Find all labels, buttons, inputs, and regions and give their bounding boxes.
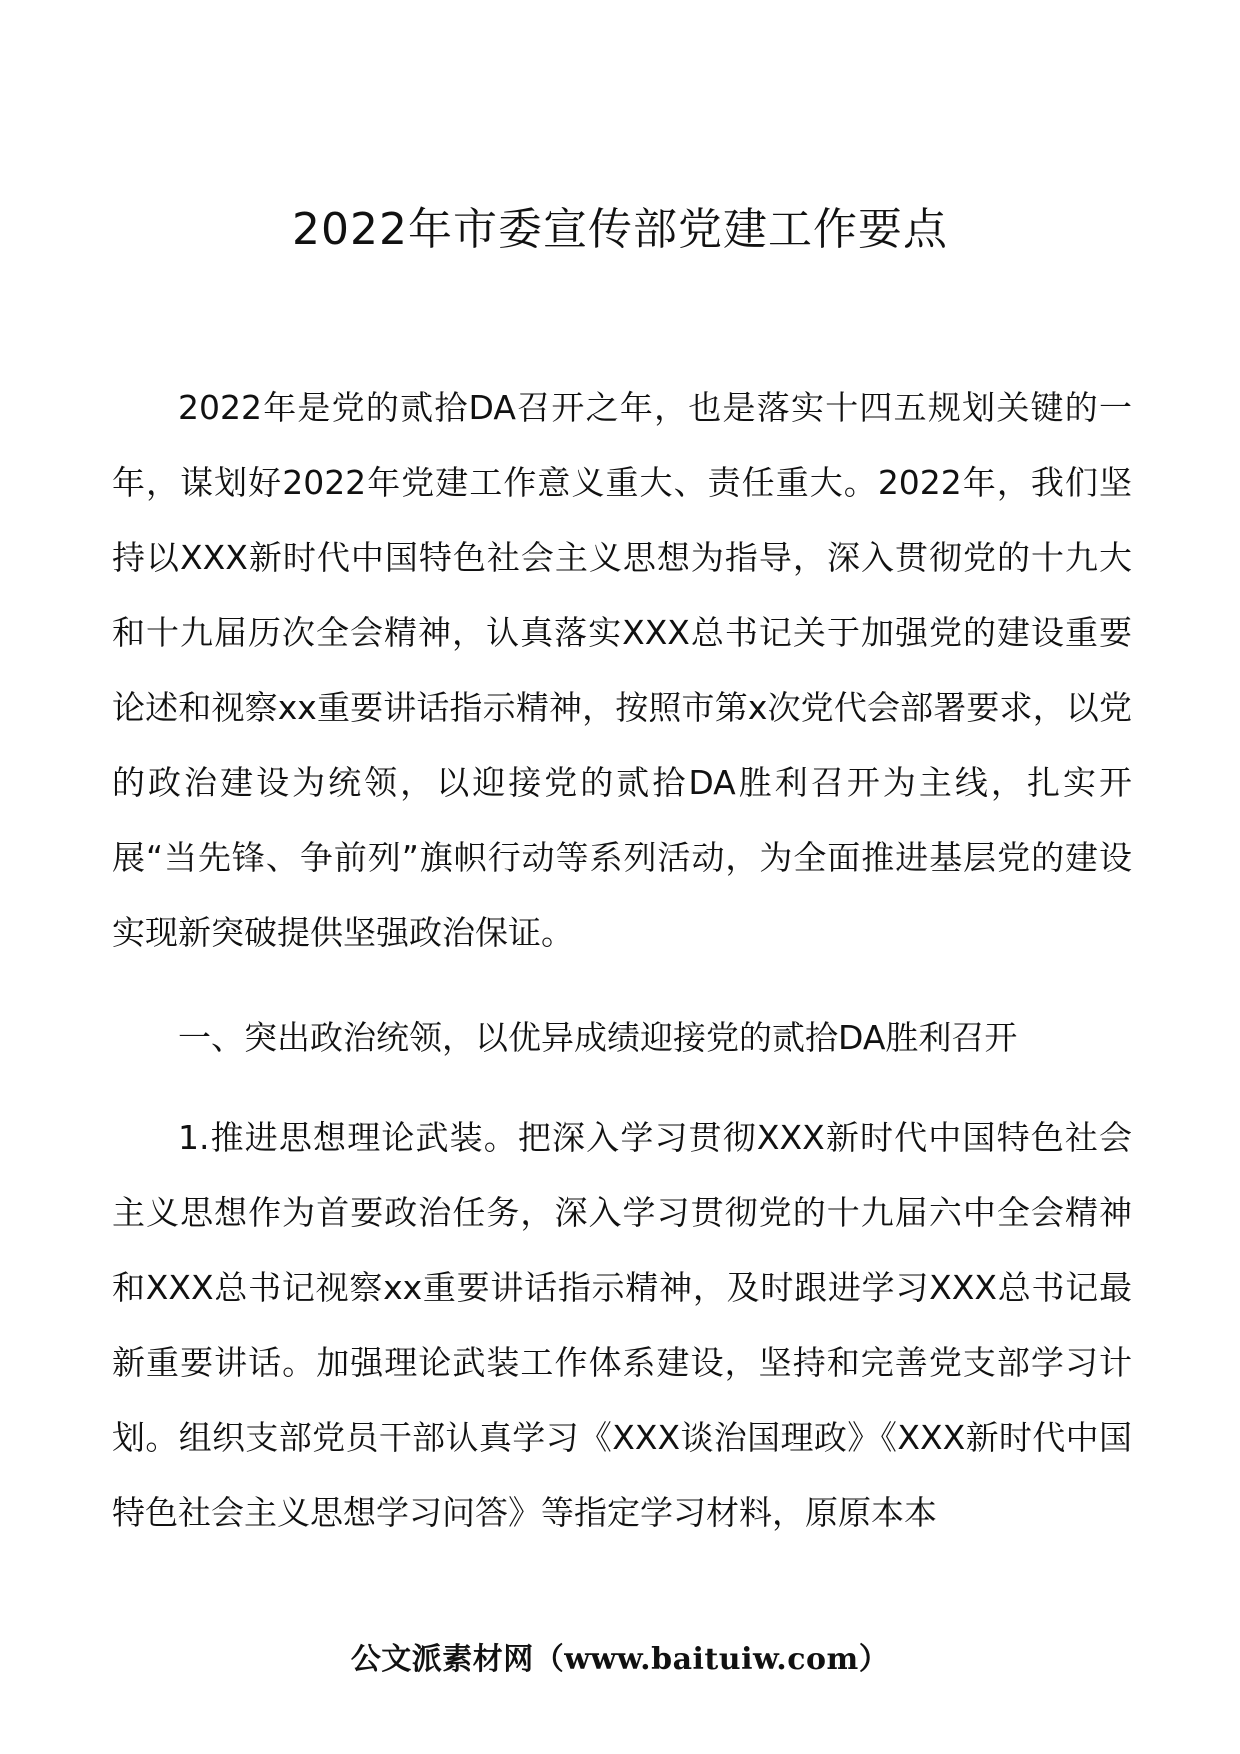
intro-paragraph: 2022年是党的贰拾DA召开之年，也是落实十四五规划关键的一年，谋划好2022年党建工作意义重大、责任重大。2022年，我们坚持以XXX新时代中国特色社会主义思想为指导，深入贯彻党的十九大和十九届历次全会精神，认真落实XXX总书记关于加强党的建设重要论述和视察xx重要讲话指示精神，按照市第x次党代会部署要求，以党的政治建设为统领，以迎接党的贰拾DA胜利召开为主线，扎实开展“当先锋、争前列”旗帜行动等系列活动，为全面推进基层党的建设实现新突破提供坚强政治保证。: [112, 388, 1132, 952]
section-heading: 一、突出政治统领，以优异成绩迎接党的贰拾DA胜利召开: [178, 1018, 1018, 1057]
section-paragraph: 1.推进思想理论武装。把深入学习贯彻XXX新时代中国特色社会主义思想作为首要政治任务，深入学习贯彻党的十九届六中全会精神和XXX总书记视察xx重要讲话指示精神，及时跟进学习XXX总书记最新重要讲话。加强理论武装工作体系建设，坚持和完善党支部学习计划。组织支部党员干部认真学习《XXX谈治国理政》《XXX新时代中国特色社会主义思想学习问答》等指定学习材料，原原本本: [112, 1118, 1132, 1532]
footer-watermark: 公文派素材网（www.baituiw.com）: [350, 1642, 890, 1677]
document-title: 2022年市委宣传部党建工作要点: [292, 204, 948, 255]
document-body: [112, 370, 1132, 1550]
